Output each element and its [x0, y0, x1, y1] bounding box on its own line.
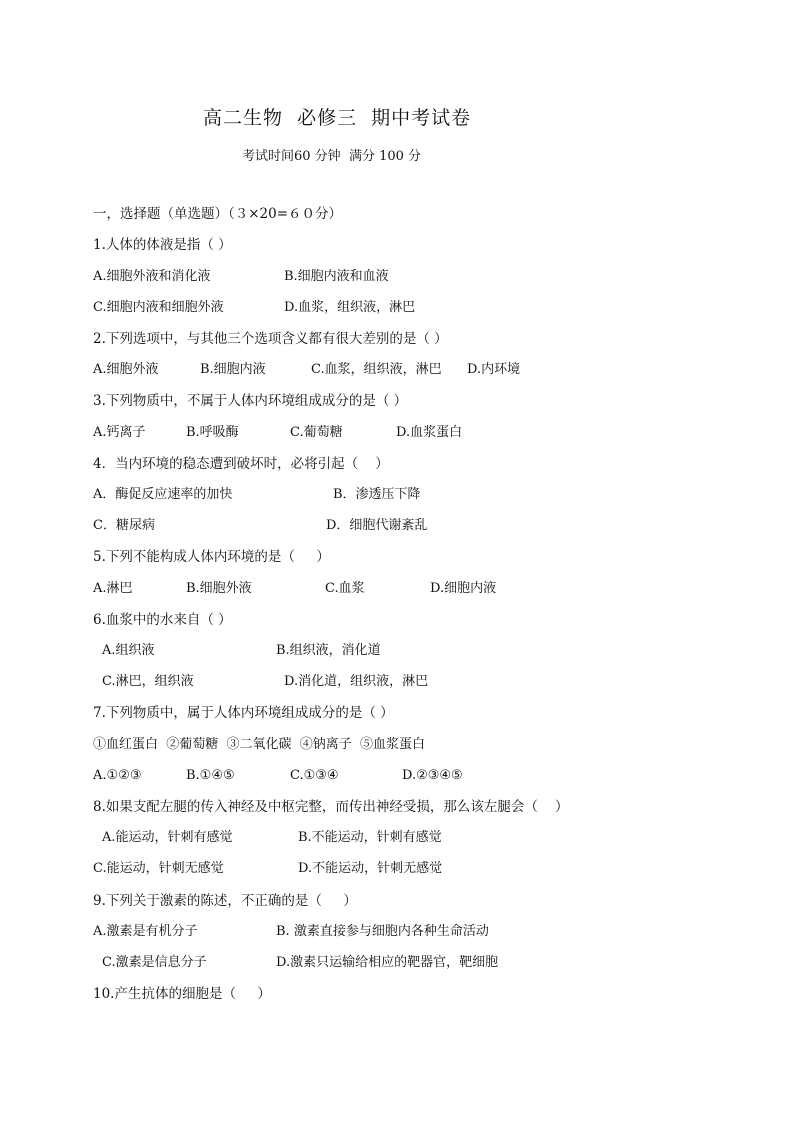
section-heading: 一，选择题（单选题）（３×20=６０分）	[93, 206, 343, 222]
question-8-stem: 8.如果支配左腿的传入神经及中枢完整，而传出神经受损，那么该左腿会（ ）	[93, 799, 569, 815]
question-2-option-d: D.内环境	[467, 362, 521, 377]
question-5-option-a: A.淋巴	[93, 581, 133, 596]
question-10-stem: 10.产生抗体的细胞是（ ）	[93, 986, 271, 1002]
question-5-option-c: C.血浆	[325, 581, 365, 596]
question-8-option-d: D.不能运动，针刺无感觉	[298, 861, 443, 876]
question-4-option-b: B．渗透压下降	[333, 487, 421, 502]
question-3-option-c: C.葡萄糖	[290, 425, 343, 440]
question-4-option-c: C．糖尿病	[93, 518, 155, 533]
question-6-option-b: B.组织液，消化道	[276, 643, 381, 658]
question-7-stem: 7.下列物质中，属于人体内环境组成成分的是（ ）	[93, 705, 394, 721]
question-7-option-b: B.①④⑤	[186, 768, 235, 783]
question-6-option-c: C.淋巴，组织液	[102, 674, 194, 689]
question-3-stem: 3.下列物质中，不属于人体内环境组成成分的是（ ）	[93, 393, 408, 409]
question-4-option-a: A．酶促反应速率的加快	[93, 487, 233, 502]
question-6-stem: 6.血浆中的水来自（ ）	[93, 612, 232, 628]
question-7-items: ①血红蛋白 ②葡萄糖 ③二氧化碳 ④钠离子 ⑤血浆蛋白	[93, 737, 426, 752]
exam-subtitle: 考试时间60 分钟 满分 100 分	[242, 149, 422, 164]
question-2-option-c: C.血浆，组织液，淋巴	[311, 362, 442, 377]
question-7-option-d: D.②③④⑤	[402, 768, 463, 783]
question-3-option-d: D.血浆蛋白	[396, 425, 463, 440]
question-8-option-c: C.能运动，针刺无感觉	[93, 861, 224, 876]
question-4-stem: 4．当内环境的稳态遭到破坏时，必将引起（ ）	[93, 456, 389, 472]
question-9-stem: 9.下列关于激素的陈述，不正确的是（ ）	[93, 893, 357, 909]
question-8-option-a: A.能运动，针刺有感觉	[102, 830, 233, 845]
question-3-option-b: B.呼吸酶	[186, 425, 239, 440]
question-1-option-d: D.血浆，组织液，淋巴	[284, 300, 416, 315]
question-9-option-a: A.激素是有机分子	[93, 924, 198, 939]
question-6-option-a: A.组织液	[102, 643, 155, 658]
question-4-option-d: D．细胞代谢紊乱	[326, 518, 428, 533]
question-2-stem: 2.下列选项中，与其他三个选项含义都有很大差别的是（ ）	[93, 331, 448, 347]
question-5-option-b: B.细胞外液	[186, 581, 252, 596]
question-7-option-a: A.①②③	[93, 768, 142, 783]
question-2-option-b: B.细胞内液	[200, 362, 266, 377]
question-8-option-b: B.不能运动，针刺有感觉	[298, 830, 442, 845]
question-1-option-c: C.细胞内液和细胞外液	[93, 300, 224, 315]
question-5-option-d: D.细胞内液	[430, 581, 497, 596]
question-5-stem: 5.下列不能构成人体内环境的是（ ）	[93, 549, 330, 565]
question-7-option-c: C.①③④	[290, 768, 339, 783]
question-3-option-a: A.钙离子	[93, 425, 146, 440]
exam-title: 高二生物 必修三 期中考试卷	[203, 107, 472, 129]
question-9-option-c: C.激素是信息分子	[102, 955, 207, 970]
question-2-option-a: A.细胞外液	[93, 362, 159, 377]
question-9-option-d: D.激素只运输给相应的靶器官，靶细胞	[276, 955, 499, 970]
question-1-stem: 1.人体的体液是指（ ）	[93, 237, 232, 253]
question-1-option-a: A.细胞外液和消化液	[93, 269, 211, 284]
question-9-option-b: B. 激素直接参与细胞内各种生命活动	[276, 924, 489, 939]
question-1-option-b: B.细胞内液和血液	[284, 269, 389, 284]
question-6-option-d: D.消化道，组织液，淋巴	[284, 674, 429, 689]
